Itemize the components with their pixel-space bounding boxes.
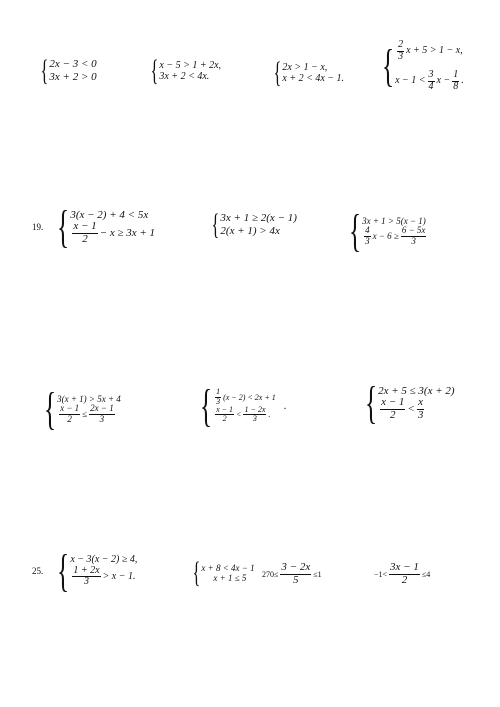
fraction: $\frac{1 + 2x}{3}$ — [73, 564, 100, 588]
left-brace: { — [381, 40, 395, 91]
left-brace: { — [43, 383, 57, 434]
system-r1-2 — [144, 56, 221, 86]
inequality-line: $\frac{x - 1}{2}$ < $\frac{1 - 2x}{3}$ . — [216, 405, 271, 424]
inequality-line: 2x + 5 ≤ 3(x + 2) — [378, 384, 455, 397]
inequality-line: $\frac{1 + 2x}{3}$ > x − 1. — [73, 564, 136, 588]
inequality-line: 2(x + 1) > 4x — [220, 225, 280, 237]
fraction: $\frac{3x - 1}{2}$ — [390, 561, 419, 586]
inequality-line: $\frac{1}{3}$ (x − 2) < 2x + 1 — [216, 387, 276, 406]
fraction: $\frac{6 - 5x}{3}$ — [401, 225, 426, 246]
left-brace: { — [40, 54, 49, 87]
compound-inequality-2: −1< $\frac{3x - 1}{2}$ ≤4 — [374, 561, 431, 586]
left-brace: { — [348, 205, 362, 256]
inequality-line: x + 2 < 4x − 1. — [282, 73, 345, 84]
system-r1-3 — [267, 58, 344, 88]
inequality-line: $\frac{x - 1}{2}$ ≤ $\frac{2x - 1}{3}$ — [60, 403, 114, 424]
system-19 — [32, 201, 156, 252]
fraction: $\frac{2}{3}$ — [398, 39, 404, 62]
system-r3-2 — [190, 380, 287, 431]
left-brace: { — [57, 545, 70, 596]
compound-inequality-1: 270≤ $\frac{3 - 2x}{5}$ ≤1 — [262, 561, 322, 586]
left-brace: { — [273, 56, 282, 89]
fraction: $\frac{3}{4}$ — [428, 69, 434, 92]
inequality-line: 3x + 2 > 0 — [49, 71, 97, 83]
trailing-dot: . — [283, 400, 287, 412]
inequality-line: 3x + 1 > 5(x − 1) — [362, 215, 426, 226]
system-r4-2 — [186, 558, 255, 588]
fraction: $\frac{2x - 1}{3}$ — [90, 403, 114, 424]
fraction: $\frac{x - 1}{2}$ — [216, 405, 234, 424]
fraction: $\frac{1}{3}$ — [216, 387, 221, 406]
left-brace: { — [364, 377, 378, 428]
problem-number: 19. — [32, 222, 44, 232]
inequality-line: 3x + 2 < 4x. — [159, 71, 210, 82]
inequality-line: $\frac{x - 1}{2}$ − x ≥ 3x + 1 — [73, 220, 156, 245]
fraction: $\frac{1 - 2x}{3}$ — [244, 405, 266, 424]
inequality-line: $\frac{4}{3}$ x − 6 ≥ $\frac{6 - 5x}{3}$ — [365, 225, 426, 246]
left-brace: { — [57, 201, 70, 252]
system-r2-3 — [339, 205, 428, 256]
inequality-line: 3(x − 2) + 4 < 5x — [70, 208, 149, 221]
left-brace: { — [150, 54, 159, 87]
fraction: $\frac{x - 1}{2}$ — [381, 396, 405, 421]
system-r3-3 — [355, 377, 455, 428]
fraction: $\frac{x - 1}{2}$ — [60, 403, 80, 424]
inequality-line: x − 5 > 1 + 2x, — [159, 59, 222, 71]
fraction: $\frac{x - 1}{2}$ — [73, 220, 97, 245]
left-brace: { — [199, 380, 213, 431]
inequality-line: 3(x + 1) > 5x + 4 — [57, 393, 121, 404]
inequality-line: $\frac{x - 1}{2}$ < $\frac{x}{3}$ — [381, 396, 424, 421]
fraction: $\frac{4}{3}$ — [365, 225, 370, 246]
fraction: $\frac{3 - 2x}{5}$ — [281, 561, 311, 586]
inequality-line: 2x − 3 < 0 — [49, 58, 97, 71]
left-brace: { — [211, 208, 220, 241]
inequality-line: 2x > 1 − x, — [282, 61, 328, 73]
inequality-line: 3x + 1 ≥ 2(x − 1) — [220, 212, 297, 225]
inequality-line: x + 1 ≤ 5 — [213, 573, 247, 583]
inequality-line: x − 1 < $\frac{3}{4}$ x − $\frac{1}{8}$ . — [395, 69, 464, 92]
system-r1-4 — [372, 40, 464, 92]
system-r2-2 — [205, 210, 297, 240]
inequality-line: $\frac{2}{3}$ x + 5 > 1 − x, — [398, 39, 463, 62]
system-r1-1 — [34, 56, 97, 86]
system-r3-1 — [34, 383, 121, 434]
fraction: $\frac{x}{3}$ — [417, 396, 424, 421]
inequality-line: x − 3(x − 2) ≥ 4, — [70, 554, 138, 566]
system-25 — [32, 545, 138, 596]
inequality-line: x + 8 < 4x − 1 — [201, 562, 255, 573]
fraction: $\frac{1}{8}$ — [453, 69, 459, 92]
problem-number: 25. — [32, 566, 44, 576]
left-brace: { — [192, 556, 201, 589]
